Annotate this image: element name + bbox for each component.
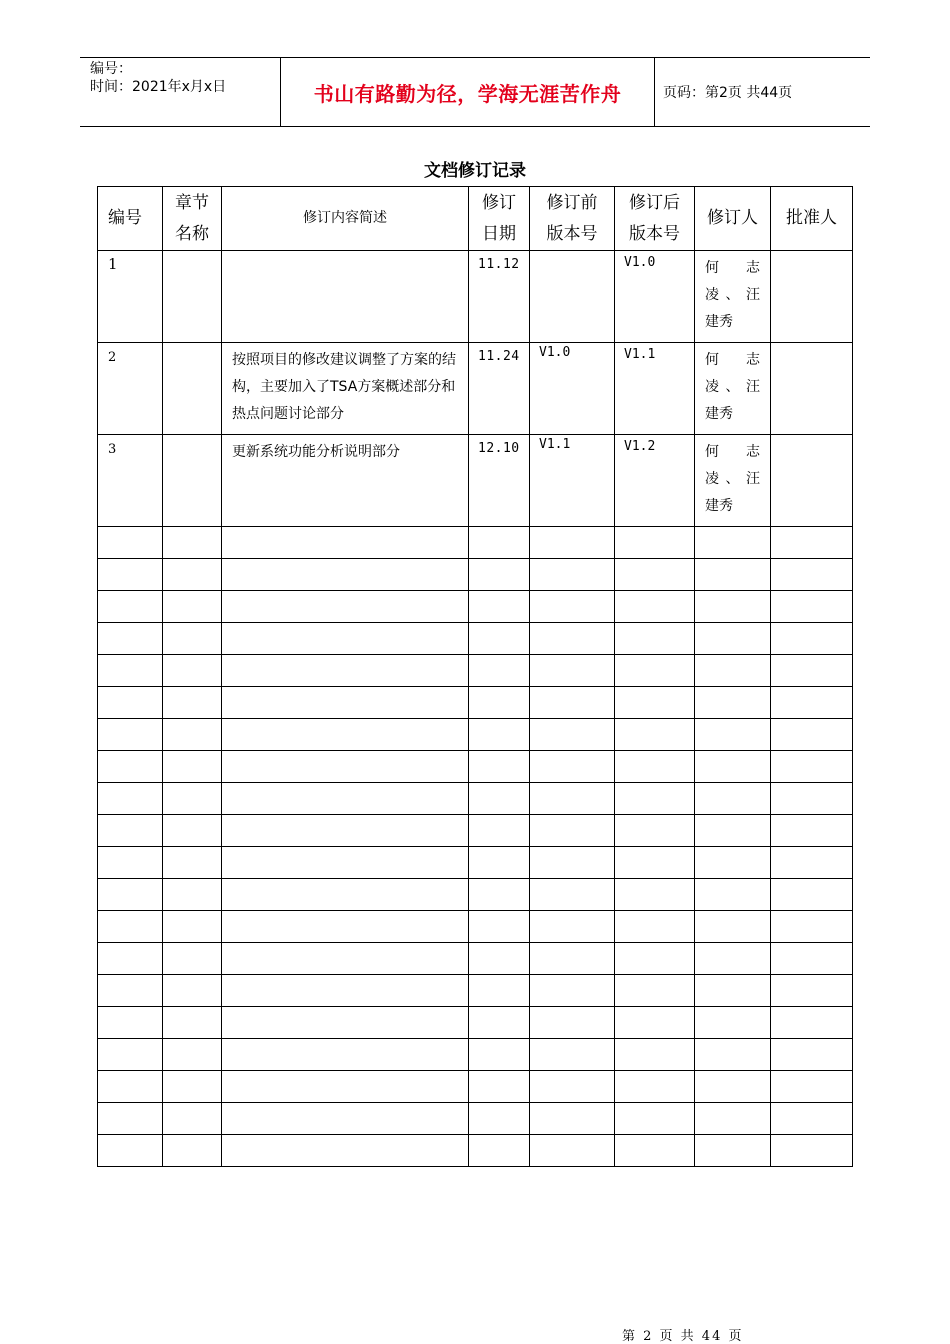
cell-pre-version	[530, 251, 615, 343]
cell-no: 1	[98, 251, 163, 343]
empty-cell	[469, 719, 530, 751]
empty-table-row	[98, 719, 853, 751]
empty-cell	[530, 559, 615, 591]
empty-cell	[615, 943, 695, 975]
empty-cell	[695, 879, 771, 911]
empty-cell	[222, 847, 469, 879]
page-info: 页码：第2页 共44页	[663, 85, 793, 101]
empty-cell	[695, 943, 771, 975]
empty-cell	[615, 1103, 695, 1135]
number-label: 编号：	[90, 61, 132, 77]
empty-cell	[469, 527, 530, 559]
empty-cell	[98, 783, 163, 815]
empty-cell	[530, 751, 615, 783]
empty-cell	[98, 655, 163, 687]
empty-cell	[695, 527, 771, 559]
empty-cell	[98, 527, 163, 559]
time-label: 时间：2021年x月x日	[90, 79, 227, 95]
empty-cell	[98, 815, 163, 847]
empty-cell	[469, 975, 530, 1007]
header-content: 修订内容简述	[222, 187, 469, 251]
empty-cell	[695, 1135, 771, 1167]
cell-reviser: 何 志 凌 、 汪 建秀	[695, 435, 771, 527]
empty-cell	[615, 751, 695, 783]
empty-cell	[615, 591, 695, 623]
empty-cell	[615, 1039, 695, 1071]
empty-cell	[163, 815, 222, 847]
empty-table-row	[98, 751, 853, 783]
empty-cell	[222, 943, 469, 975]
empty-cell	[771, 879, 853, 911]
empty-cell	[771, 719, 853, 751]
empty-cell	[469, 559, 530, 591]
empty-table-row	[98, 1103, 853, 1135]
empty-rows	[98, 527, 853, 1167]
empty-cell	[615, 911, 695, 943]
empty-cell	[771, 559, 853, 591]
empty-cell	[469, 591, 530, 623]
empty-cell	[771, 687, 853, 719]
empty-cell	[530, 1135, 615, 1167]
empty-cell	[695, 591, 771, 623]
cell-post-version: V1.2	[615, 435, 695, 527]
empty-cell	[695, 1071, 771, 1103]
empty-cell	[771, 1071, 853, 1103]
empty-cell	[98, 1103, 163, 1135]
empty-cell	[98, 751, 163, 783]
empty-table-row	[98, 1135, 853, 1167]
empty-cell	[695, 687, 771, 719]
empty-table-row	[98, 1007, 853, 1039]
empty-cell	[615, 975, 695, 1007]
empty-cell	[530, 527, 615, 559]
cell-approver	[771, 251, 853, 343]
empty-table-row	[98, 815, 853, 847]
header-pre-version: 修订前 版本号	[530, 187, 615, 251]
empty-cell	[695, 559, 771, 591]
header-post-version: 修订后 版本号	[615, 187, 695, 251]
empty-cell	[222, 879, 469, 911]
empty-cell	[222, 1007, 469, 1039]
cell-reviser: 何 志 凌 、 汪 建秀	[695, 251, 771, 343]
empty-cell	[469, 815, 530, 847]
empty-cell	[615, 687, 695, 719]
empty-cell	[98, 687, 163, 719]
cell-date: 12.10	[469, 435, 530, 527]
empty-cell	[530, 783, 615, 815]
empty-cell	[530, 655, 615, 687]
empty-cell	[222, 751, 469, 783]
empty-cell	[469, 623, 530, 655]
empty-cell	[615, 655, 695, 687]
cell-content: 按照项目的修改建议调整了方案的结构，主要加入了TSA方案概述部分和热点问题讨论部分	[222, 343, 469, 435]
cell-date: 11.24	[469, 343, 530, 435]
empty-cell	[771, 527, 853, 559]
empty-cell	[469, 655, 530, 687]
empty-cell	[771, 1135, 853, 1167]
cell-no: 2	[98, 343, 163, 435]
empty-cell	[771, 943, 853, 975]
empty-cell	[163, 527, 222, 559]
empty-cell	[163, 1135, 222, 1167]
empty-cell	[163, 1103, 222, 1135]
empty-cell	[530, 815, 615, 847]
empty-cell	[695, 911, 771, 943]
empty-cell	[695, 783, 771, 815]
empty-cell	[163, 847, 222, 879]
empty-cell	[222, 975, 469, 1007]
empty-cell	[615, 1071, 695, 1103]
empty-cell	[98, 847, 163, 879]
header-page-cell	[655, 58, 870, 126]
empty-cell	[222, 1135, 469, 1167]
empty-cell	[222, 719, 469, 751]
empty-cell	[222, 1103, 469, 1135]
table-header-row	[98, 187, 853, 251]
empty-cell	[163, 655, 222, 687]
empty-cell	[163, 1071, 222, 1103]
empty-cell	[163, 559, 222, 591]
empty-cell	[615, 783, 695, 815]
empty-cell	[163, 751, 222, 783]
empty-cell	[530, 847, 615, 879]
empty-cell	[98, 879, 163, 911]
empty-cell	[695, 1103, 771, 1135]
empty-cell	[771, 1039, 853, 1071]
empty-cell	[222, 783, 469, 815]
page-header	[80, 57, 870, 127]
empty-cell	[615, 719, 695, 751]
cell-pre-version: V1.0	[530, 343, 615, 435]
motto: 书山有路勤为径，学海无涯苦作舟	[313, 81, 622, 106]
empty-cell	[469, 943, 530, 975]
empty-cell	[695, 751, 771, 783]
table-row	[98, 435, 853, 527]
empty-cell	[695, 655, 771, 687]
empty-cell	[530, 687, 615, 719]
empty-cell	[469, 879, 530, 911]
header-chapter: 章节 名称	[163, 187, 222, 251]
cell-content: 更新系统功能分析说明部分	[222, 435, 469, 527]
cell-no: 3	[98, 435, 163, 527]
empty-cell	[615, 559, 695, 591]
empty-table-row	[98, 1071, 853, 1103]
empty-table-row	[98, 527, 853, 559]
empty-cell	[98, 719, 163, 751]
empty-cell	[469, 1135, 530, 1167]
empty-cell	[615, 879, 695, 911]
header-approver: 批准人	[771, 187, 853, 251]
cell-chapter	[163, 343, 222, 435]
empty-cell	[530, 719, 615, 751]
empty-cell	[163, 623, 222, 655]
empty-cell	[615, 847, 695, 879]
empty-table-row	[98, 783, 853, 815]
empty-cell	[771, 1103, 853, 1135]
empty-cell	[695, 1007, 771, 1039]
empty-cell	[469, 783, 530, 815]
empty-cell	[222, 815, 469, 847]
empty-cell	[695, 719, 771, 751]
empty-cell	[469, 911, 530, 943]
empty-cell	[222, 527, 469, 559]
empty-cell	[98, 911, 163, 943]
empty-cell	[98, 1007, 163, 1039]
header-meta	[80, 58, 281, 126]
empty-cell	[530, 1071, 615, 1103]
page-footer: 第 2 页 共 44 页	[622, 1329, 744, 1344]
empty-cell	[695, 1039, 771, 1071]
document-title: 文档修订记录	[424, 161, 526, 181]
empty-cell	[530, 975, 615, 1007]
empty-cell	[469, 847, 530, 879]
empty-table-row	[98, 975, 853, 1007]
empty-cell	[771, 591, 853, 623]
empty-cell	[163, 911, 222, 943]
empty-cell	[222, 911, 469, 943]
empty-cell	[530, 1103, 615, 1135]
empty-cell	[615, 1135, 695, 1167]
empty-cell	[469, 687, 530, 719]
cell-reviser: 何 志 凌 、 汪 建秀	[695, 343, 771, 435]
empty-table-row	[98, 1039, 853, 1071]
empty-table-row	[98, 943, 853, 975]
empty-cell	[98, 1135, 163, 1167]
revision-table	[97, 186, 853, 1167]
empty-cell	[771, 623, 853, 655]
cell-approver	[771, 435, 853, 527]
empty-table-row	[98, 623, 853, 655]
cell-date: 11.12	[469, 251, 530, 343]
header-no: 编号	[98, 187, 163, 251]
empty-cell	[163, 1039, 222, 1071]
empty-table-row	[98, 879, 853, 911]
empty-cell	[222, 559, 469, 591]
empty-cell	[530, 911, 615, 943]
empty-cell	[771, 815, 853, 847]
table-row	[98, 251, 853, 343]
cell-content	[222, 251, 469, 343]
empty-cell	[98, 943, 163, 975]
empty-cell	[163, 879, 222, 911]
empty-table-row	[98, 687, 853, 719]
empty-cell	[530, 943, 615, 975]
empty-cell	[469, 1103, 530, 1135]
empty-cell	[771, 655, 853, 687]
header-date: 修订 日期	[469, 187, 530, 251]
cell-chapter	[163, 251, 222, 343]
empty-cell	[530, 1039, 615, 1071]
empty-cell	[98, 1039, 163, 1071]
cell-approver	[771, 343, 853, 435]
empty-table-row	[98, 559, 853, 591]
empty-cell	[771, 751, 853, 783]
empty-cell	[695, 815, 771, 847]
empty-cell	[222, 591, 469, 623]
cell-pre-version: V1.1	[530, 435, 615, 527]
empty-cell	[615, 623, 695, 655]
empty-cell	[695, 623, 771, 655]
empty-cell	[469, 751, 530, 783]
cell-post-version: V1.1	[615, 343, 695, 435]
empty-cell	[615, 527, 695, 559]
empty-cell	[469, 1007, 530, 1039]
cell-chapter	[163, 435, 222, 527]
empty-cell	[222, 655, 469, 687]
empty-cell	[98, 591, 163, 623]
empty-cell	[771, 847, 853, 879]
empty-cell	[163, 943, 222, 975]
header-motto-cell	[281, 58, 655, 126]
empty-cell	[163, 687, 222, 719]
empty-cell	[530, 879, 615, 911]
empty-cell	[469, 1071, 530, 1103]
empty-cell	[222, 687, 469, 719]
empty-cell	[222, 1071, 469, 1103]
empty-cell	[771, 911, 853, 943]
empty-cell	[615, 815, 695, 847]
empty-cell	[771, 1007, 853, 1039]
empty-cell	[163, 591, 222, 623]
empty-cell	[695, 847, 771, 879]
empty-table-row	[98, 591, 853, 623]
empty-cell	[530, 1007, 615, 1039]
empty-cell	[163, 783, 222, 815]
empty-cell	[530, 623, 615, 655]
empty-table-row	[98, 847, 853, 879]
empty-cell	[98, 623, 163, 655]
empty-cell	[771, 975, 853, 1007]
empty-cell	[222, 623, 469, 655]
empty-cell	[163, 975, 222, 1007]
empty-cell	[222, 1039, 469, 1071]
empty-cell	[98, 559, 163, 591]
empty-cell	[98, 975, 163, 1007]
empty-cell	[771, 783, 853, 815]
empty-cell	[615, 1007, 695, 1039]
empty-cell	[695, 975, 771, 1007]
empty-table-row	[98, 655, 853, 687]
empty-cell	[530, 591, 615, 623]
empty-cell	[163, 719, 222, 751]
empty-cell	[469, 1039, 530, 1071]
empty-cell	[98, 1071, 163, 1103]
empty-cell	[163, 1007, 222, 1039]
table-row	[98, 343, 853, 435]
empty-table-row	[98, 911, 853, 943]
cell-post-version: V1.0	[615, 251, 695, 343]
header-reviser: 修订人	[695, 187, 771, 251]
